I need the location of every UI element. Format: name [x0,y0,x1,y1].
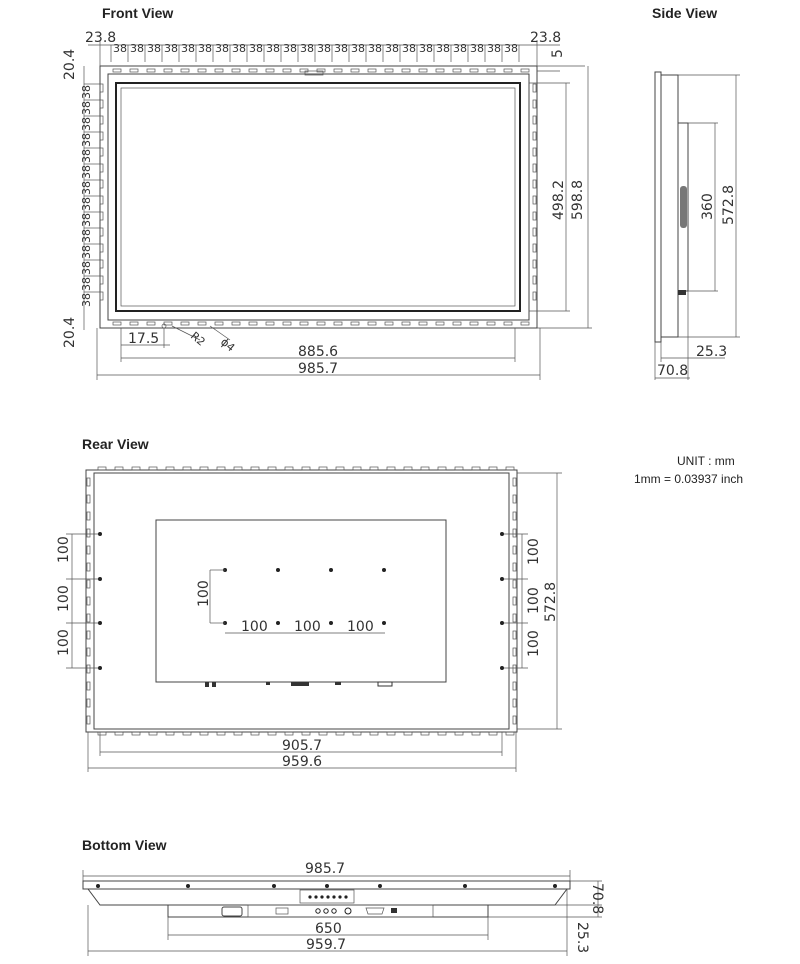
side-mount-hole-right [500,532,504,536]
front-bottom-slot [181,322,189,325]
rear-right-slot [513,495,516,503]
front-top-slot [164,69,172,72]
front-pitch-label-top: 38 [147,42,161,55]
front-bottom-slot [334,322,342,325]
rear-right-slot [513,546,516,554]
rear-vesa-horizontal-label-1: 100 [241,619,268,635]
front-bottom-slot [266,322,274,325]
front-bottom-slot [470,322,478,325]
side-mount-hole-left [98,532,102,536]
front-bezel [116,83,520,311]
rear-left-slot [87,648,90,656]
front-pitch-label-top: 38 [266,42,280,55]
side-mount-hole-left [98,621,102,625]
bottom-button [338,895,341,898]
front-pitch-label-top: 38 [215,42,229,55]
front-pitch-label-left: 38 [80,181,93,195]
rear-right-slot [513,614,516,622]
bottom-button [332,895,335,898]
rear-left-slot [87,716,90,724]
front-bottom-slot [232,322,240,325]
rear-left-slot [87,478,90,486]
front-bottom-slot [419,322,427,325]
front-pitch-label-left: 38 [80,213,93,227]
rear-left-slot [87,580,90,588]
front-right-slot [533,84,536,92]
rear-vesa-vertical-label: 100 [196,580,212,607]
front-pitch-label-left: 38 [80,85,93,99]
front-pitch-label-top: 38 [453,42,467,55]
vesa-hole [329,568,333,572]
rear-right-slot [513,648,516,656]
rear-hole-span-label: 905.7 [282,738,323,754]
front-pitch-label-left: 38 [80,133,93,147]
rear-left-slot [87,665,90,673]
front-pitch-labels-top [111,42,519,62]
front-bottom-slot [300,322,308,325]
rear-left-slot [87,495,90,503]
front-hole-diameter-label: ϕ4 [218,335,238,355]
bottom-screw [186,884,190,888]
front-top-slot [266,69,274,72]
bottom-buttons [308,895,347,898]
front-pitch-label-top: 38 [470,42,484,55]
front-pitch-label-top: 38 [402,42,416,55]
bottom-view-title: Bottom View [82,837,167,853]
rear-right-slot [513,580,516,588]
front-pitch-label-left: 38 [80,229,93,243]
rear-view-title: Rear View [82,436,149,452]
front-right-ticks [533,84,536,300]
front-pitch-label-top: 38 [283,42,297,55]
bottom-jack [332,909,336,913]
front-pitch-label-top: 38 [232,42,246,55]
vesa-hole [329,621,333,625]
front-pitch-label-left: 38 [80,117,93,131]
front-pitch-label-top: 38 [164,42,178,55]
rear-left-slot [87,614,90,622]
front-top-slot [436,69,444,72]
bottom-button [308,895,311,898]
rear-left-spacing-label-1: 100 [56,536,72,563]
front-bottom-slot [436,322,444,325]
front-bottom-slot [215,322,223,325]
front-pitch-label-top: 38 [198,42,212,55]
front-top-slot [334,69,342,72]
front-top-slot [470,69,478,72]
front-top-slot [504,69,512,72]
front-bottom-slot [504,322,512,325]
side-depth-back-label: 25.3 [696,344,728,360]
front-right-slot [533,292,536,300]
side-mount-hole-left [98,666,102,670]
front-right-slot [533,148,536,156]
front-top-slot [198,69,206,72]
front-top-slot [317,69,325,72]
front-pitch-label-left: 38 [80,293,93,307]
front-pitch-label-top: 38 [368,42,382,55]
front-right-slot [533,276,536,284]
rear-outer-frame [86,470,517,732]
front-outer-height-label: 598.8 [570,179,586,220]
front-pitch-label-top: 38 [249,42,263,55]
bottom-screws [96,884,557,888]
front-top-slot [351,69,359,72]
side-handle [680,186,687,228]
bottom-power-socket [222,907,242,916]
front-pitch-label-top: 38 [419,42,433,55]
front-top-small-label: 5 [550,49,566,58]
rear-right-slot [513,665,516,673]
rear-left-slot [87,682,90,690]
front-left-margin-label: 23.8 [85,30,117,46]
front-top-slot [368,69,376,72]
side-view-title: Side View [652,5,718,21]
bottom-button [314,895,317,898]
rear-left-slot [87,563,90,571]
front-bottom-slot [198,322,206,325]
front-view [62,30,592,380]
rear-body-height-label: 572.8 [543,581,559,622]
bottom-screw [96,884,100,888]
side-mount-hole-left [98,577,102,581]
rear-right-slot [513,563,516,571]
front-pitch-label-top: 38 [130,42,144,55]
front-pitch-label-left: 38 [80,277,93,291]
bottom-screw [378,884,382,888]
front-active-width-label: 885.6 [298,344,339,360]
front-pitch-label-left: 38 [80,101,93,115]
front-bottom-offset-label: 20.4 [62,316,78,348]
front-pitch-label-top: 38 [334,42,348,55]
front-pitch-label-left: 38 [80,197,93,211]
rear-right-ticks [513,478,516,724]
front-top-slot [147,69,155,72]
vesa-hole [276,621,280,625]
side-body [661,75,678,337]
front-pitch-label-top: 38 [351,42,365,55]
front-bottom-slot [130,322,138,325]
bottom-body-width-label: 959.7 [306,937,347,953]
unit-label: UNIT : mm [677,454,735,468]
front-hole-offset-label: 17.5 [128,331,160,347]
rear-body-width-label: 959.6 [282,754,323,770]
front-bottom-slot [385,322,393,325]
front-outer-width-label: 985.7 [298,361,339,377]
front-view-title: Front View [102,5,174,21]
vesa-hole [382,568,386,572]
front-top-slot [113,69,121,72]
rear-view [56,467,562,772]
bottom-screw [553,884,557,888]
front-pitch-label-top: 38 [504,42,518,55]
front-top-slot [130,69,138,72]
bottom-screw [325,884,329,888]
front-radius-label: R2 [188,329,208,349]
front-bottom-slot [402,322,410,325]
front-bottom-slot [453,322,461,325]
front-bottom-slot [521,322,529,325]
front-top-slot [181,69,189,72]
bottom-view [83,861,605,956]
front-bottom-slot [113,322,121,325]
rear-ports [205,682,392,687]
front-right-slot [533,196,536,204]
bottom-jack [324,909,328,913]
front-pitch-label-left: 38 [80,261,93,275]
bottom-outer-width-label: 985.7 [305,861,346,877]
front-right-slot [533,212,536,220]
rear-vesa-horizontal-label-2: 100 [294,619,321,635]
front-right-slot [533,164,536,172]
bottom-box-width-label: 650 [315,921,342,937]
rear-left-slot [87,546,90,554]
rear-left-slot [87,597,90,605]
front-pitch-label-top: 38 [436,42,450,55]
side-connector [678,290,686,295]
side-mount-height-label: 360 [700,193,716,220]
front-top-slot [385,69,393,72]
rear-right-slot [513,512,516,520]
rear-right-spacing-label-2: 100 [526,587,542,614]
bottom-screw [272,884,276,888]
front-top-slot [402,69,410,72]
front-bottom-slot [249,322,257,325]
rear-right-spacing-label-3: 100 [526,630,542,657]
rear-left-slot [87,529,90,537]
front-right-slot [533,244,536,252]
bottom-jack [316,909,320,913]
rear-vesa-holes [66,532,528,670]
front-pitch-label-top: 38 [113,42,127,55]
front-pitch-label-top: 38 [487,42,501,55]
front-top-slot [232,69,240,72]
front-bottom-slot [147,322,155,325]
bottom-dsub-port [366,908,384,914]
front-pitch-label-top: 38 [317,42,331,55]
front-bottom-slot [351,322,359,325]
front-right-slot [533,180,536,188]
front-right-slot [533,100,536,108]
bottom-usb-port [276,908,288,914]
rear-right-slot [513,699,516,707]
front-bottom-slot [368,322,376,325]
rear-right-spacing-label-1: 100 [526,538,542,565]
bottom-audio-jacks [316,908,351,914]
front-right-slot [533,116,536,124]
bottom-screw [463,884,467,888]
rear-vesa-horizontal-label-3: 100 [347,619,374,635]
front-right-slot [533,260,536,268]
rear-left-spacing-label-3: 100 [56,629,72,656]
rear-left-slot [87,699,90,707]
front-pitch-label-top: 38 [300,42,314,55]
front-top-slot [419,69,427,72]
front-top-offset-label: 20.4 [62,48,78,80]
front-bottom-slot [317,322,325,325]
front-pitch-label-left: 38 [80,149,93,163]
side-mount-hole-right [500,621,504,625]
bottom-button [320,895,323,898]
side-body-height-label: 572.8 [721,184,737,225]
front-pitch-labels-left [80,84,100,307]
rear-right-slot [513,631,516,639]
unit-conversion-label: 1mm = 0.03937 inch [634,472,744,486]
rear-left-slot [87,512,90,520]
front-right-slot [533,132,536,140]
front-top-slot [453,69,461,72]
bottom-button [344,895,347,898]
bottom-depth-back-label: 25.3 [574,922,590,954]
side-view [655,72,740,380]
rear-left-slot [87,631,90,639]
front-mount-slots-top [113,69,529,72]
front-active-height-label: 498.2 [551,179,567,220]
rear-right-slot [513,597,516,605]
side-bezel [655,72,661,342]
front-bottom-slot [487,322,495,325]
front-right-margin-label: 23.8 [530,30,562,46]
front-pitch-label-top: 38 [385,42,399,55]
side-mount-hole-right [500,577,504,581]
front-top-slot [215,69,223,72]
front-top-slot [300,69,308,72]
rear-right-slot [513,716,516,724]
front-pitch-label-left: 38 [80,165,93,179]
rear-right-slot [513,478,516,486]
bottom-button [326,895,329,898]
rear-left-spacing-label-2: 100 [56,585,72,612]
front-top-slot [487,69,495,72]
front-bottom-slot [283,322,291,325]
bottom-jack [345,908,351,914]
side-depth-total-label: 70.8 [657,363,689,379]
front-top-slot [283,69,291,72]
side-mount-hole-right [500,666,504,670]
front-mount-slots-bottom [113,322,529,325]
front-top-slot [249,69,257,72]
front-outer-frame [100,66,537,328]
front-inner-frame [108,74,529,320]
rear-right-slot [513,682,516,690]
rear-left-ticks [87,478,90,724]
front-pitch-label-left: 38 [80,245,93,259]
bottom-depth-total-label: 70.8 [589,883,605,915]
vesa-hole [276,568,280,572]
front-right-slot [533,228,536,236]
front-pitch-label-top: 38 [181,42,195,55]
front-active-area [121,88,515,306]
bottom-port-small [391,908,397,913]
rear-right-slot [513,529,516,537]
vesa-hole [382,621,386,625]
front-top-slot [521,69,529,72]
